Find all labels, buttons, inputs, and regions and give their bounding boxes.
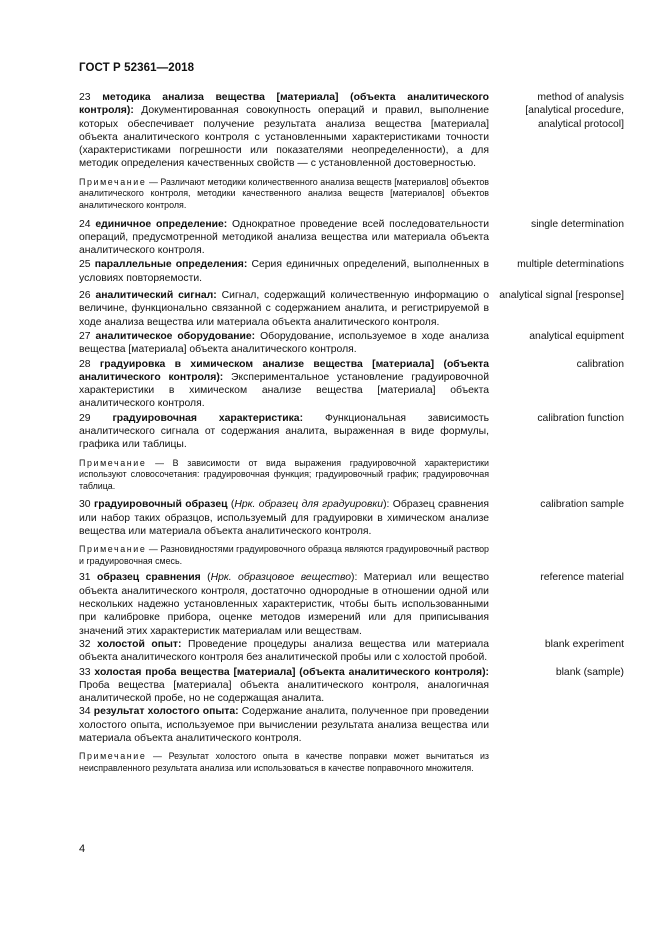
term-body: Оборудование, используемое в ходе анализа вещества [материала] объекта аналитического контроля.	[79, 330, 489, 356]
term-entry-32	[79, 638, 624, 665]
term-entry-28	[79, 358, 624, 411]
term-title: аналитический сигнал:	[95, 290, 217, 302]
term-number: 24	[79, 218, 91, 230]
term-title: результат холостого опыта:	[93, 706, 239, 718]
note-34	[79, 751, 489, 774]
term-definition	[79, 638, 489, 665]
term-entry-31	[79, 571, 624, 637]
english-equivalent: multiple determinations	[517, 259, 624, 271]
term-title: градуировочный образец	[93, 499, 228, 511]
note-30	[79, 544, 489, 567]
term-definition: 30 градуировочный образец (Нрк. образец для градуировки): Образец сравнения или набор таких образцов, используемый для градуировки в химическом анализе вещества или материала объекта аналитического контроля.	[79, 499, 489, 537]
term-number: 32	[79, 638, 91, 650]
term-number: 30	[79, 499, 91, 511]
note-label: Примечание	[79, 544, 147, 555]
note-text: — Результат холостого опыта в качестве поправки может вычитаться из неисправленного результата анализа или использоваться в качестве поправочного множителя.	[79, 751, 489, 773]
term-body: : Образец сравнения или набор таких образцов, используемый для градуировки в химическом анализе вещества или материала объекта аналитического контроля.	[79, 499, 489, 537]
page-number: 4	[79, 843, 86, 855]
english-equivalent: blank experiment	[544, 638, 624, 650]
term-definition: 31 образец сравнения (Нрк. образцовое вещество): Материал или вещество объекта аналитического контроля, достаточно однородные в отношении одной или нескольких надежно установленных характеристик, чтобы быть использованными при калибровке прибора, оценке методов измерений или для приписывания значений этих характеристик материалам или веществам.	[79, 572, 489, 637]
term-body: Серия единичных определений, выполненных в условиях повторяемости.	[79, 259, 490, 284]
term-body: Функциональная зависимость аналитического сигнала от содержания аналита, выраженная в виде формулы, графика или таблицы.	[79, 412, 490, 451]
note-23	[79, 177, 489, 212]
term-deprecated: Нрк. образцовое вещество	[210, 572, 352, 584]
term-body: Проведение процедуры анализа вещества или материала объекта аналитического контроля без аналитической пробы или с холостой пробой.	[79, 638, 490, 664]
term-definition	[79, 705, 489, 745]
term-number: 28	[79, 358, 91, 370]
term-title: образец сравнения	[96, 572, 201, 584]
term-title: холостой опыт:	[97, 638, 182, 650]
term-definition	[79, 666, 489, 706]
english-equivalent: single determination	[531, 218, 624, 230]
terms-list	[79, 91, 624, 775]
english-equivalent: calibration sample	[540, 499, 624, 511]
note-29	[79, 458, 489, 493]
term-entry-27	[79, 330, 624, 357]
note-text: — В зависимости от вида выражения градуировочной характеристики используют словосочетания: градуировочная функция; градуировочный график; градуировочная таблица.	[79, 457, 489, 491]
term-entry-30	[79, 498, 624, 538]
english-equivalent: blank (sample)	[555, 666, 624, 678]
term-body: : Материал или вещество объекта аналитического контроля, достаточно однородные в отношении одной или нескольких надежно установленных характеристик, чтобы быть использованными при калибровке прибора, оценке методов измерений или для приписывания значений этих характеристик материалам или веществам.	[79, 572, 489, 637]
term-body: Однократное проведение всей последовательности операций, предусмотренной методикой анализа вещества или материала объекта аналитического контроля.	[79, 218, 490, 257]
term-body: Документированная совокупность операций и правил, выполнение которых обеспечивает получение результата анализа вещества [материала] объекта аналитического контроля с установленными характеристиками точности (характеристиками погрешности или показателями неопределенности), а для методик определения качественных свойств — с установленной достоверностью.	[79, 105, 489, 170]
term-body: Сигнал, содержащий количественную информацию о величине, функционально связанной с содержанием аналита, и регистрируемой в ходе анализа вещества или материала объекта аналитического контроля.	[79, 290, 489, 328]
english-equivalent: method of analysis [analytical procedure, analytical protocol]	[525, 92, 624, 130]
term-number: 34	[79, 706, 91, 718]
english-equivalent: calibration	[576, 358, 624, 370]
english-equivalent: calibration function	[537, 412, 624, 424]
term-definition	[79, 330, 489, 357]
term-number: 26	[79, 290, 91, 302]
term-definition	[79, 289, 489, 329]
term-entry-29	[79, 412, 624, 452]
note-text: — Разновидностями градуировочного образца являются градуировочный раствор и градуировочная смесь.	[79, 544, 489, 566]
term-number: 25	[79, 259, 91, 271]
term-number: 31	[79, 572, 91, 584]
term-title: аналитическое оборудование:	[95, 330, 256, 342]
term-number: 33	[79, 666, 91, 678]
term-title: градуировочная характеристика:	[112, 412, 304, 424]
note-label: Примечание	[79, 176, 147, 187]
english-equivalent: analytical signal [response]	[499, 290, 624, 302]
term-number: 23	[79, 92, 91, 103]
term-body: Проба вещества [материала] объекта аналитического контроля, аналогичная аналитической пробе, но не содержащая аналита.	[79, 679, 489, 705]
document-header: ГОСТ Р 52361—2018	[79, 62, 195, 74]
term-entry-25	[79, 258, 624, 285]
term-entry-33	[79, 666, 624, 706]
term-number: 29	[79, 412, 91, 424]
note-label: Примечание	[79, 751, 147, 762]
term-title: градуировка в химическом анализе вещества [материала] (объекта аналитического контроля):	[79, 358, 489, 383]
term-entry-23	[79, 91, 624, 171]
note-label: Примечание	[79, 457, 147, 468]
term-title: параллельные определения:	[94, 259, 248, 271]
term-deprecated: Нрк. образец для градуировки	[234, 499, 384, 511]
term-definition	[79, 218, 489, 258]
term-entry-26	[79, 289, 624, 329]
term-definition	[79, 358, 489, 411]
term-body: Экспериментальное установление градуировочной характеристики в химическом анализе вещества [материала] объекта аналитического контроля.	[79, 371, 489, 410]
english-equivalent: analytical equipment	[529, 330, 624, 342]
term-title: холостая проба вещества [материала] (объекта аналитического контроля):	[94, 666, 490, 678]
term-title: методика анализа вещества [материала] (объекта аналитического контроля):	[79, 92, 489, 117]
term-definition	[79, 258, 489, 285]
term-title: единичное определение:	[95, 218, 228, 230]
term-definition	[79, 412, 489, 452]
term-entry-34	[79, 705, 624, 745]
term-body: Содержание аналита, полученное при проведении холостого опыта, используемое при вычислении результата анализа вещества или материала объекта аналитического контроля.	[79, 706, 489, 745]
english-equivalent: reference material	[540, 572, 624, 584]
term-entry-24	[79, 218, 624, 258]
term-number: 27	[79, 330, 91, 342]
term-definition	[79, 91, 489, 171]
note-text: — Различают методики количественного анализа веществ [материалов] объектов аналитического контроля, методики качественного анализа веществ [материалов] объектов аналитического контроля.	[79, 176, 489, 210]
